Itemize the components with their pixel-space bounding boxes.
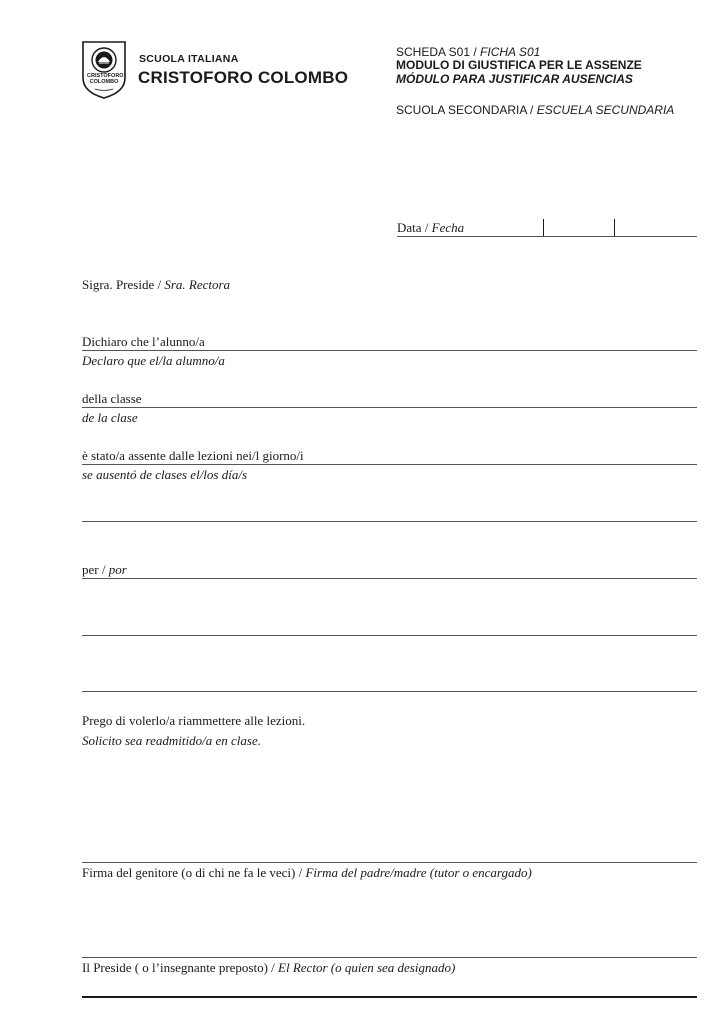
seal-icon <box>81 40 127 100</box>
class-label-it: della classe <box>82 391 142 406</box>
reason-extra-line-1[interactable] <box>82 635 697 636</box>
bottom-rule <box>82 996 697 998</box>
addressee-it: Sigra. Preside / <box>82 277 165 292</box>
reason-label <box>82 562 127 578</box>
form-title-es: MÓDULO PARA JUSTIFICAR AUSENCIAS <box>396 72 633 86</box>
reason-label-es: por <box>108 562 127 577</box>
form-title-it: MODULO DI GIUSTIFICA PER LE ASSENZE <box>396 58 642 72</box>
date-label <box>397 220 464 236</box>
class-label-es: de la clase <box>82 410 138 425</box>
principal-signature-es: El Rector (o quien sea designado) <box>278 960 456 975</box>
date-field-line[interactable] <box>397 236 697 237</box>
absent-label-es: se ausentó de clases el/los día/s <box>82 467 248 482</box>
parent-signature-it: Firma del genitore (o di chi ne fa le veci) / <box>82 865 306 880</box>
addressee-es: Sra. Rectora <box>164 277 231 292</box>
parent-signature-label <box>82 865 532 881</box>
school-level-es: ESCUELA SECUNDARIA <box>536 103 675 117</box>
date-separator-1 <box>543 219 544 236</box>
principal-signature-label <box>82 960 455 976</box>
parent-signature-line[interactable] <box>82 862 697 863</box>
absent-extra-line[interactable] <box>82 521 697 522</box>
sheet-code-es: FICHA S01 <box>480 45 541 59</box>
date-label-es: Fecha <box>431 220 465 235</box>
date-separator-2 <box>614 219 615 236</box>
reason-field-line[interactable] <box>82 578 697 579</box>
school-level-it: SCUOLA SECONDARIA / <box>396 103 537 117</box>
school-level <box>396 104 674 117</box>
absent-field-line[interactable] <box>82 464 697 465</box>
request-es: Solicito sea readmitido/a en clase. <box>82 733 261 748</box>
date-label-it: Data / <box>397 220 432 235</box>
principal-signature-line[interactable] <box>82 957 697 958</box>
request-it: Prego di volerlo/a riammettere alle lezioni. <box>82 713 306 728</box>
class-field-line[interactable] <box>82 407 697 408</box>
principal-signature-it: Il Preside ( o l’insegnante preposto) / <box>82 960 279 975</box>
school-name-big: CRISTOFORO COLOMBO <box>138 68 349 87</box>
reason-extra-line-2[interactable] <box>82 691 697 692</box>
sheet-code-it: SCHEDA S01 / <box>396 45 481 59</box>
reason-label-it: per / <box>82 562 109 577</box>
student-label-it: Dichiaro che l’alunno/a <box>82 334 205 349</box>
school-name-small: SCUOLA ITALIANA <box>139 53 239 65</box>
student-field-line[interactable] <box>82 350 697 351</box>
school-logo <box>81 40 127 100</box>
absent-label-it: è stato/a assente dalle lezioni nei/l giorno/i <box>82 448 304 463</box>
addressee <box>82 277 230 293</box>
parent-signature-es: Firma del padre/madre (tutor o encargado) <box>305 865 532 880</box>
student-label-es: Declaro que el/la alumno/a <box>82 353 225 368</box>
seal-text: CRISTOFORO COLOMBO <box>87 73 124 85</box>
